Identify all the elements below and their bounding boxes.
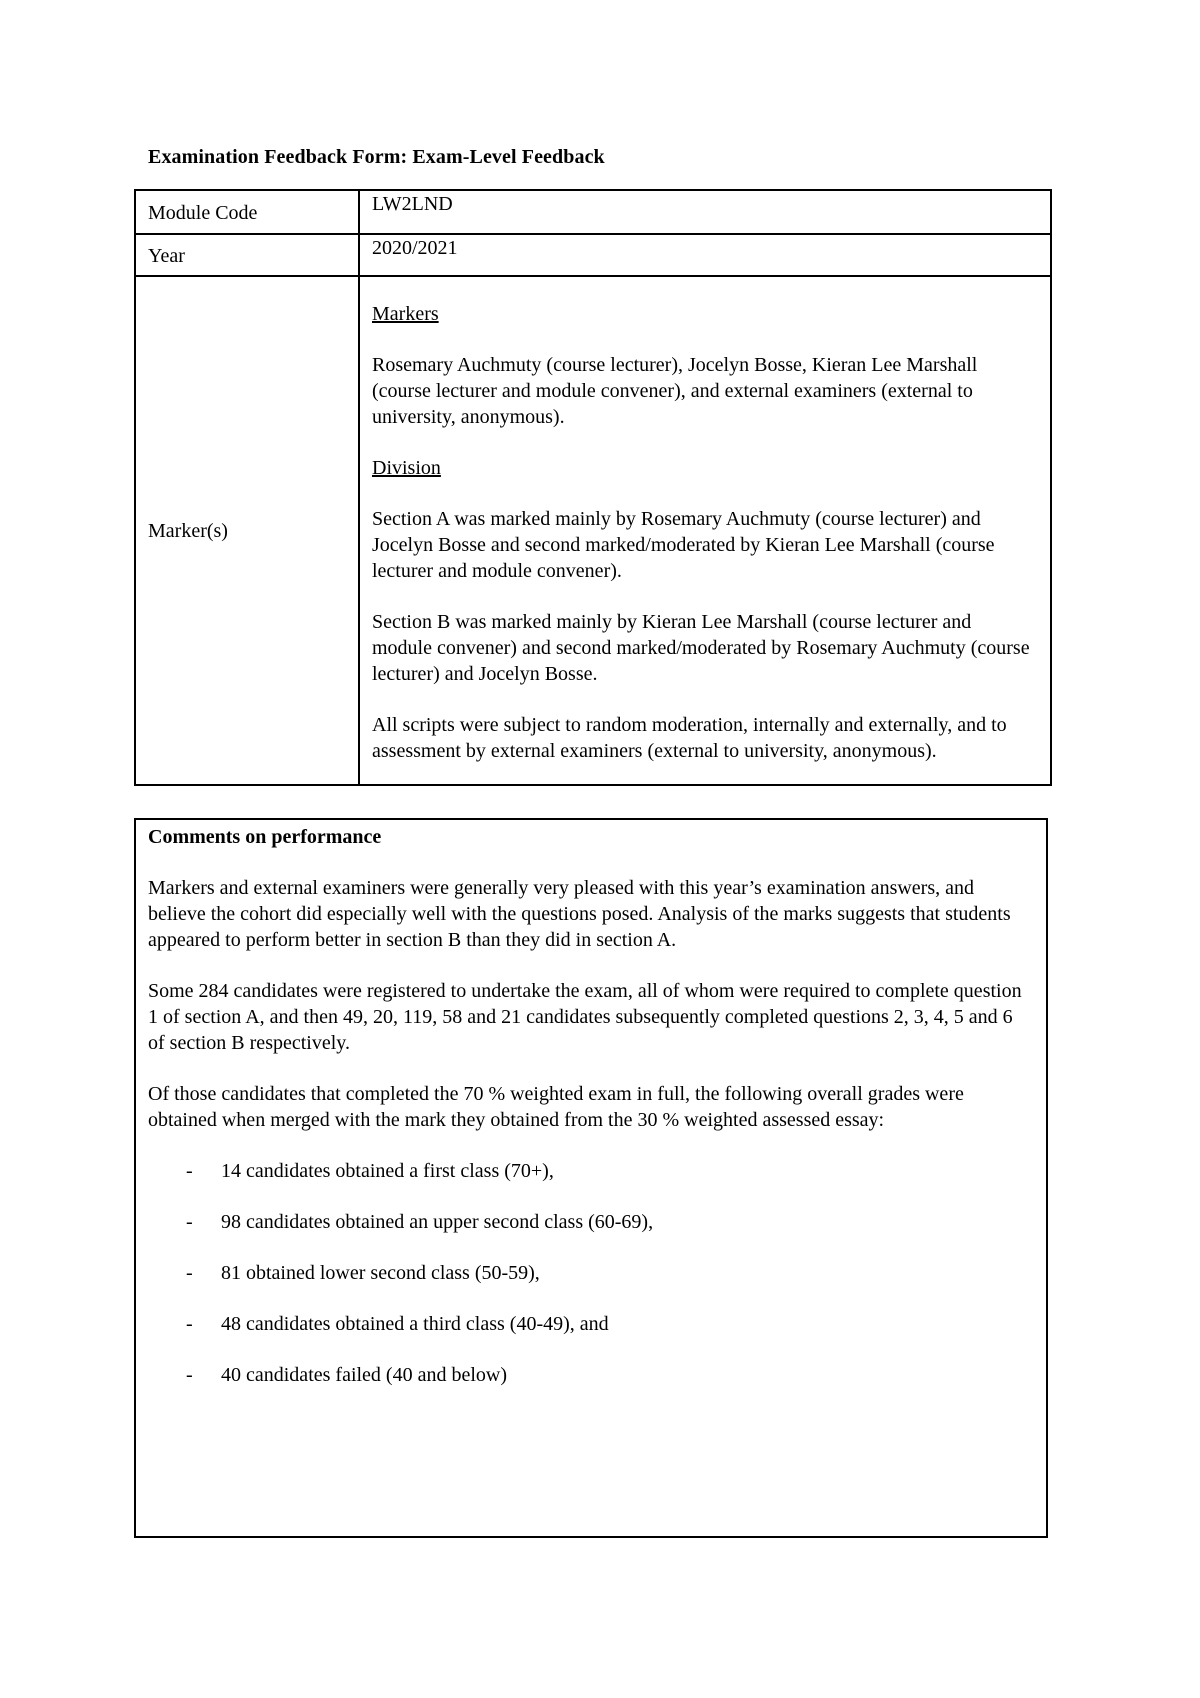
- grade-text: 48 candidates obtained a third class (40-49), and: [221, 1313, 609, 1335]
- comments-heading: Comments on performance: [148, 826, 382, 848]
- division-section-a: Section A was marked mainly by Rosemary Auchmuty (course lecturer) and Jocelyn Bosse and second marked/moderated by Kieran Lee Marshall (course lecturer and module convener).: [372, 508, 995, 582]
- division-heading: Division: [372, 457, 441, 479]
- list-item: [148, 1311, 1032, 1337]
- division-moderation: All scripts were subject to random moderation, internally and externally, and to assessment by external examiners (external to university, anonymous).: [372, 714, 1007, 762]
- module-info-table: [134, 189, 1052, 786]
- grade-text: 40 candidates failed (40 and below): [221, 1364, 508, 1386]
- markers-heading: Markers: [372, 303, 439, 325]
- comments-paragraph-3: Of those candidates that completed the 70 % weighted exam in full, the following overall grades were obtained when merged with the mark they obtained from the 30 % weighted assessed essay:: [148, 1083, 964, 1131]
- list-item: [148, 1209, 1032, 1235]
- grades-list: [148, 1158, 1032, 1388]
- markers-details: [359, 276, 1051, 785]
- list-item: [148, 1362, 1032, 1388]
- grade-text: 81 obtained lower second class (50-59),: [221, 1262, 540, 1284]
- bullet-dash: -: [186, 1262, 193, 1284]
- division-section-b: Section B was marked mainly by Kieran Lee Marshall (course lecturer and module convener) and second marked/moderated by Rosemary Auchmuty (course lecturer) and Jocelyn Bosse.: [372, 611, 1030, 685]
- list-item: [148, 1158, 1032, 1184]
- list-item: [148, 1260, 1032, 1286]
- year-label: Year: [135, 234, 359, 276]
- bullet-dash: -: [186, 1211, 193, 1233]
- year-row: [135, 234, 1051, 276]
- bullet-dash: -: [186, 1313, 193, 1335]
- module-code-row: [135, 190, 1051, 234]
- comments-box: [134, 818, 1048, 1538]
- document-title: Examination Feedback Form: Exam-Level Feedback: [148, 146, 605, 168]
- comments-paragraph-2: Some 284 candidates were registered to undertake the exam, all of whom were required to complete question 1 of section A, and then 49, 20, 119, 58 and 21 candidates subsequently completed questions 2, 3, 4, 5 and 6 of section B respectively.: [148, 980, 1022, 1054]
- year-value: 2020/2021: [359, 234, 1051, 276]
- bullet-dash: -: [186, 1160, 193, 1182]
- bullet-dash: -: [186, 1364, 193, 1386]
- grade-text: 14 candidates obtained a first class (70+),: [221, 1160, 554, 1182]
- markers-row: [135, 276, 1051, 785]
- grade-text: 98 candidates obtained an upper second class (60-69),: [221, 1211, 654, 1233]
- markers-text: Rosemary Auchmuty (course lecturer), Jocelyn Bosse, Kieran Lee Marshall (course lecturer and module convener), and external examiners (external to university, anonymous).: [372, 354, 978, 428]
- module-code-value: LW2LND: [359, 190, 1051, 234]
- module-code-label: Module Code: [135, 190, 359, 234]
- comments-paragraph-1: Markers and external examiners were generally very pleased with this year’s examination answers, and believe the cohort did especially well with the questions posed. Analysis of the marks suggests that students appeared to perform better in section B than they did in section A.: [148, 877, 1011, 951]
- markers-label: Marker(s): [135, 276, 359, 785]
